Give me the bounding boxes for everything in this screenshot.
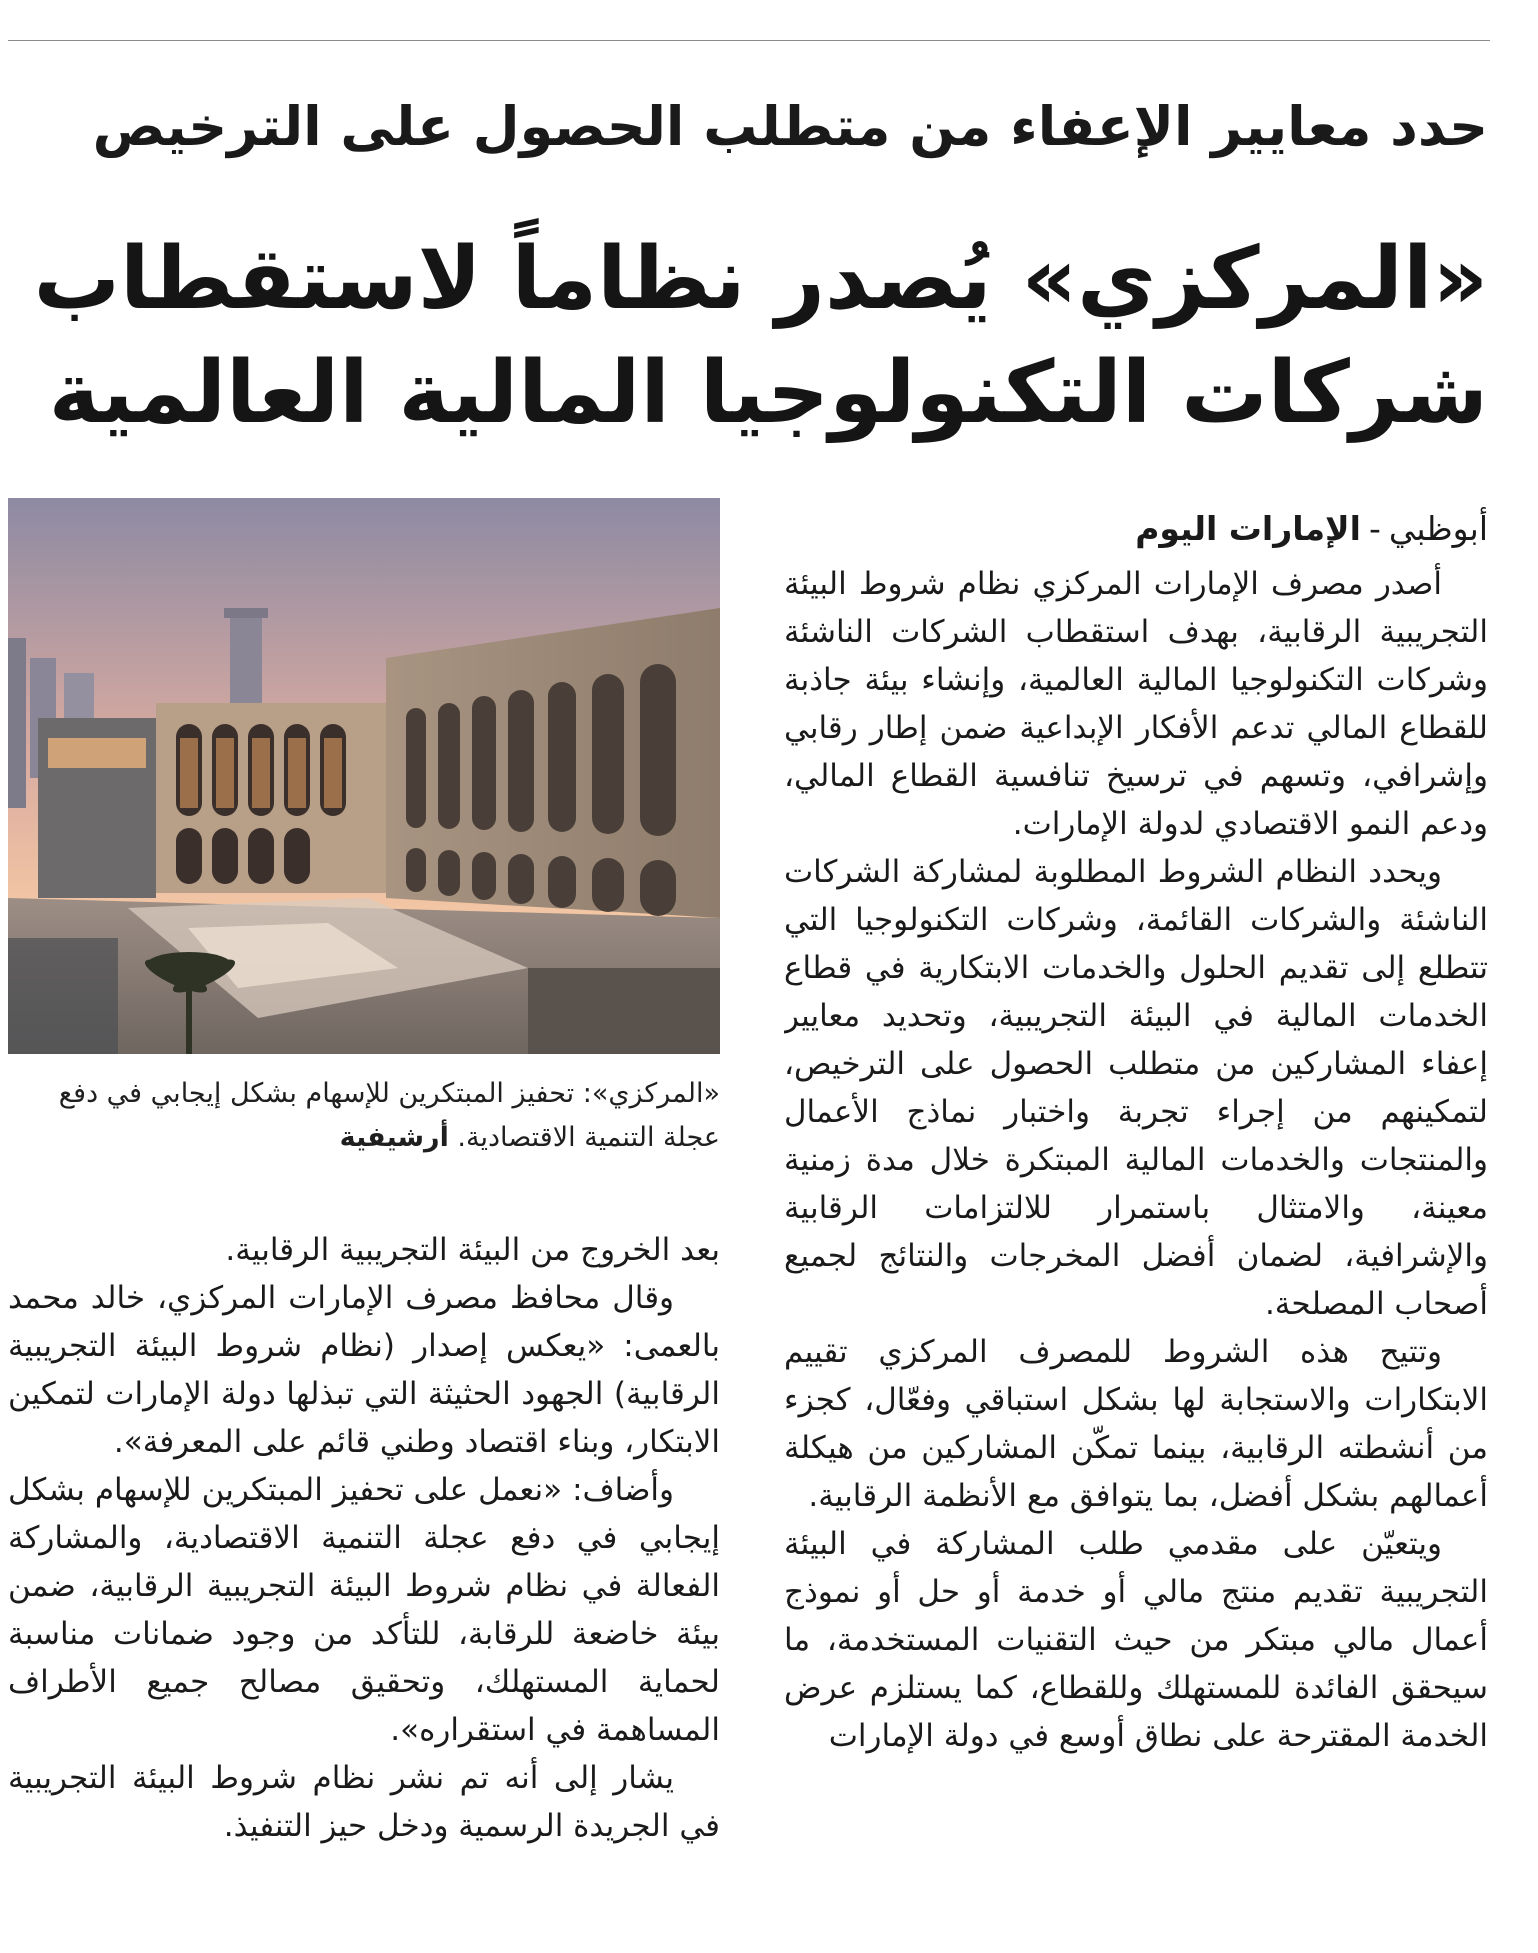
main-headline <box>33 222 1488 450</box>
kicker-headline: حدد معايير الإعفاء من متطلب الحصول على الترخيص <box>92 95 1488 158</box>
article-paragraph: بعد الخروج من البيئة التجريبية الرقابية. <box>225 1232 720 1268</box>
article-right-column <box>784 504 1488 1924</box>
headline-line-2: شركات التكنولوجيا المالية العالمية <box>48 343 1488 443</box>
caption-source: أرشيفية <box>339 1122 449 1153</box>
byline-newspaper: الإمارات اليوم <box>1135 509 1361 548</box>
top-divider <box>8 40 1490 41</box>
article-paragraph: أصدر مصرف الإمارات المركزي نظام شروط البيئة التجريبية الرقابية، بهدف استقطاب الشركات الناشئة وشركات التكنولوجيا المالية العالمية، وإنشاء بيئة جاذبة للقطاع المالي تدعم الأفكار الإبداعية ضمن إطار رقابي وإشرافي، وتسهم في ترسيخ تنافسية القطاع المالي، ودعم النمو الاقتصادي لدولة الإمارات. <box>784 566 1488 842</box>
byline-place: أبوظبي <box>1388 509 1488 548</box>
caption-text: «المركزي»: تحفيز المبتكرين للإسهام بشكل إيجابي في دفع عجلة التنمية الاقتصادية. <box>58 1078 720 1153</box>
headline-line-1: «المركزي» يُصدر نظاماً لاستقطاب <box>33 229 1488 329</box>
article-paragraph: ويحدد النظام الشروط المطلوبة لمشاركة الشركات الناشئة والشركات القائمة، وشركات التكنولوجيا التي تتطلع إلى تقديم الحلول والخدمات الابتكارية في قطاع الخدمات المالية في البيئة التجريبية، وتحديد معايير إعفاء المشاركين من متطلب الحصول على الترخيص، لتمكينهم من إجراء تجربة واختبار نماذج الأعمال والمنتجات والخدمات المالية المبتكرة خلال مدة زمنية معينة، والامتثال باستمرار للالتزامات الرقابية والإشرافية، لضمان أفضل المخرجات والنتائج لجميع أصحاب المصلحة. <box>784 854 1488 1322</box>
building-illustration <box>8 498 720 1054</box>
article-paragraph: وقال محافظ مصرف الإمارات المركزي، خالد محمد بالعمى: «يعكس إصدار (نظام شروط البيئة التجريبية الرقابية) الجهود الحثيثة التي تبذلها دولة الإمارات لتمكين الابتكار، وبناء اقتصاد وطني قائم على المعرفة». <box>8 1280 720 1460</box>
photo-caption <box>8 1072 720 1160</box>
article-paragraph: وتتيح هذه الشروط للمصرف المركزي تقييم الابتكارات والاستجابة لها بشكل استباقي وفعّال، كجزء من أنشطته الرقابية، بينما تمكّن المشاركين من هيكلة أعمالهم بشكل أفضل، بما يتوافق مع الأنظمة الرقابية. <box>784 1334 1488 1514</box>
article-paragraph: ويتعيّن على مقدمي طلب المشاركة في البيئة التجريبية تقديم منتج مالي أو خدمة أو حل أو نموذج أعمال مالي مبتكر من حيث التقنيات المستخدمة، ما سيحقق الفائدة للمستهلك وللقطاع، كما يستلزم عرض الخدمة المقترحة على نطاق أوسع في دولة الإمارات <box>784 1526 1488 1754</box>
article-paragraph: يشار إلى أنه تم نشر نظام شروط البيئة التجريبية في الجريدة الرسمية ودخل حيز التنفيذ. <box>8 1760 720 1844</box>
article-left-column <box>8 1226 720 1906</box>
byline-dash: - <box>1368 509 1381 548</box>
central-bank-building-photo <box>8 498 720 1054</box>
byline <box>784 504 1488 554</box>
article-paragraph: وأضاف: «نعمل على تحفيز المبتكرين للإسهام بشكل إيجابي في دفع عجلة التنمية الاقتصادية، والمشاركة الفعالة في نظام شروط البيئة التجريبية الرقابية، ضمن بيئة خاضعة للرقابة، للتأكد من وجود ضمانات مناسبة لحماية المستهلك، وتحقيق مصالح جميع الأطراف المساهمة في استقراره». <box>8 1472 720 1748</box>
